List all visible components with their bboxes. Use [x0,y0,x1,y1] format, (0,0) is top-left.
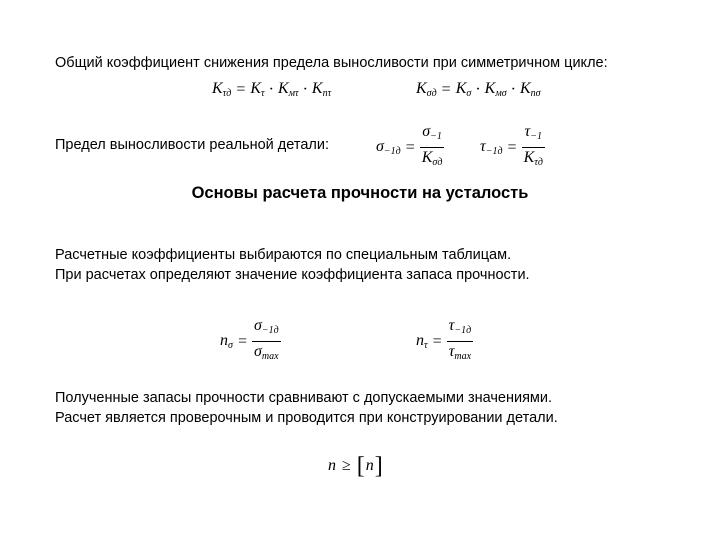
formula-condition: n ≥ [ n ] [328,453,383,479]
formula-k-tau: $K_{\tau д}$ = $K_\tau$ · $K_{м\tau}$ · $K_{п\tau}$ [212,80,332,99]
formula-sigma-limit: $\sigma_{-1д}$ = $\frac{\sigma_{-1}}{K_{\sigma д}}$ [376,122,444,173]
formula-k-tau-lhs: $K_{\tau д}$ [212,80,232,99]
text-paragraph-2-line-2: Расчет является проверочным и проводится при конструировании детали. [55,410,558,426]
fraction: $\frac{\tau_{-1д}}{\tau_{max}}$ [448,317,472,362]
formula-n-tau: $n_\tau$ = $\frac{\tau_{-1д}}{\tau_{max}}$ [416,316,473,367]
formula-n-sigma: $n_\sigma$ = $\frac{\sigma_{-1д}}{\sigma_{max}}$ [220,316,281,367]
text-paragraph-2-line-1: Полученные запасы прочности сравнивают с допускаемыми значениями. [55,390,553,406]
text-paragraph-1-line-1: Расчетные коэффициенты выбираются по специальным таблицам. [55,247,512,263]
text-paragraph-1-line-2: При расчетах определяют значение коэффициента запаса прочности. [55,267,530,283]
text-endurance-limit: Предел выносливости реальной детали: [55,137,329,153]
formula-k-sigma: $K_{\sigma д}$ = $K_\sigma$ · $K_{м\sigma}$ · $K_{п\sigma}$ [416,80,541,99]
text-general-coefficient: Общий коэффициент снижения предела выносливости при симметричном цикле: [55,55,608,71]
formula-k-sigma-lhs: $K_{\sigma д}$ [416,80,437,99]
fraction: $\frac{\sigma_{-1д}}{\sigma_{max}}$ [253,317,279,362]
fraction: $\frac{\sigma_{-1}}{K_{\sigma д}}$ [421,123,443,168]
formula-tau-limit: $\tau_{-1д}$ = $\frac{\tau_{-1}}{K_{\tau д}}$ [480,122,545,173]
section-heading: Основы расчета прочности на усталость [191,184,529,202]
fraction: $\frac{\tau_{-1}}{K_{\tau д}}$ [523,123,543,168]
